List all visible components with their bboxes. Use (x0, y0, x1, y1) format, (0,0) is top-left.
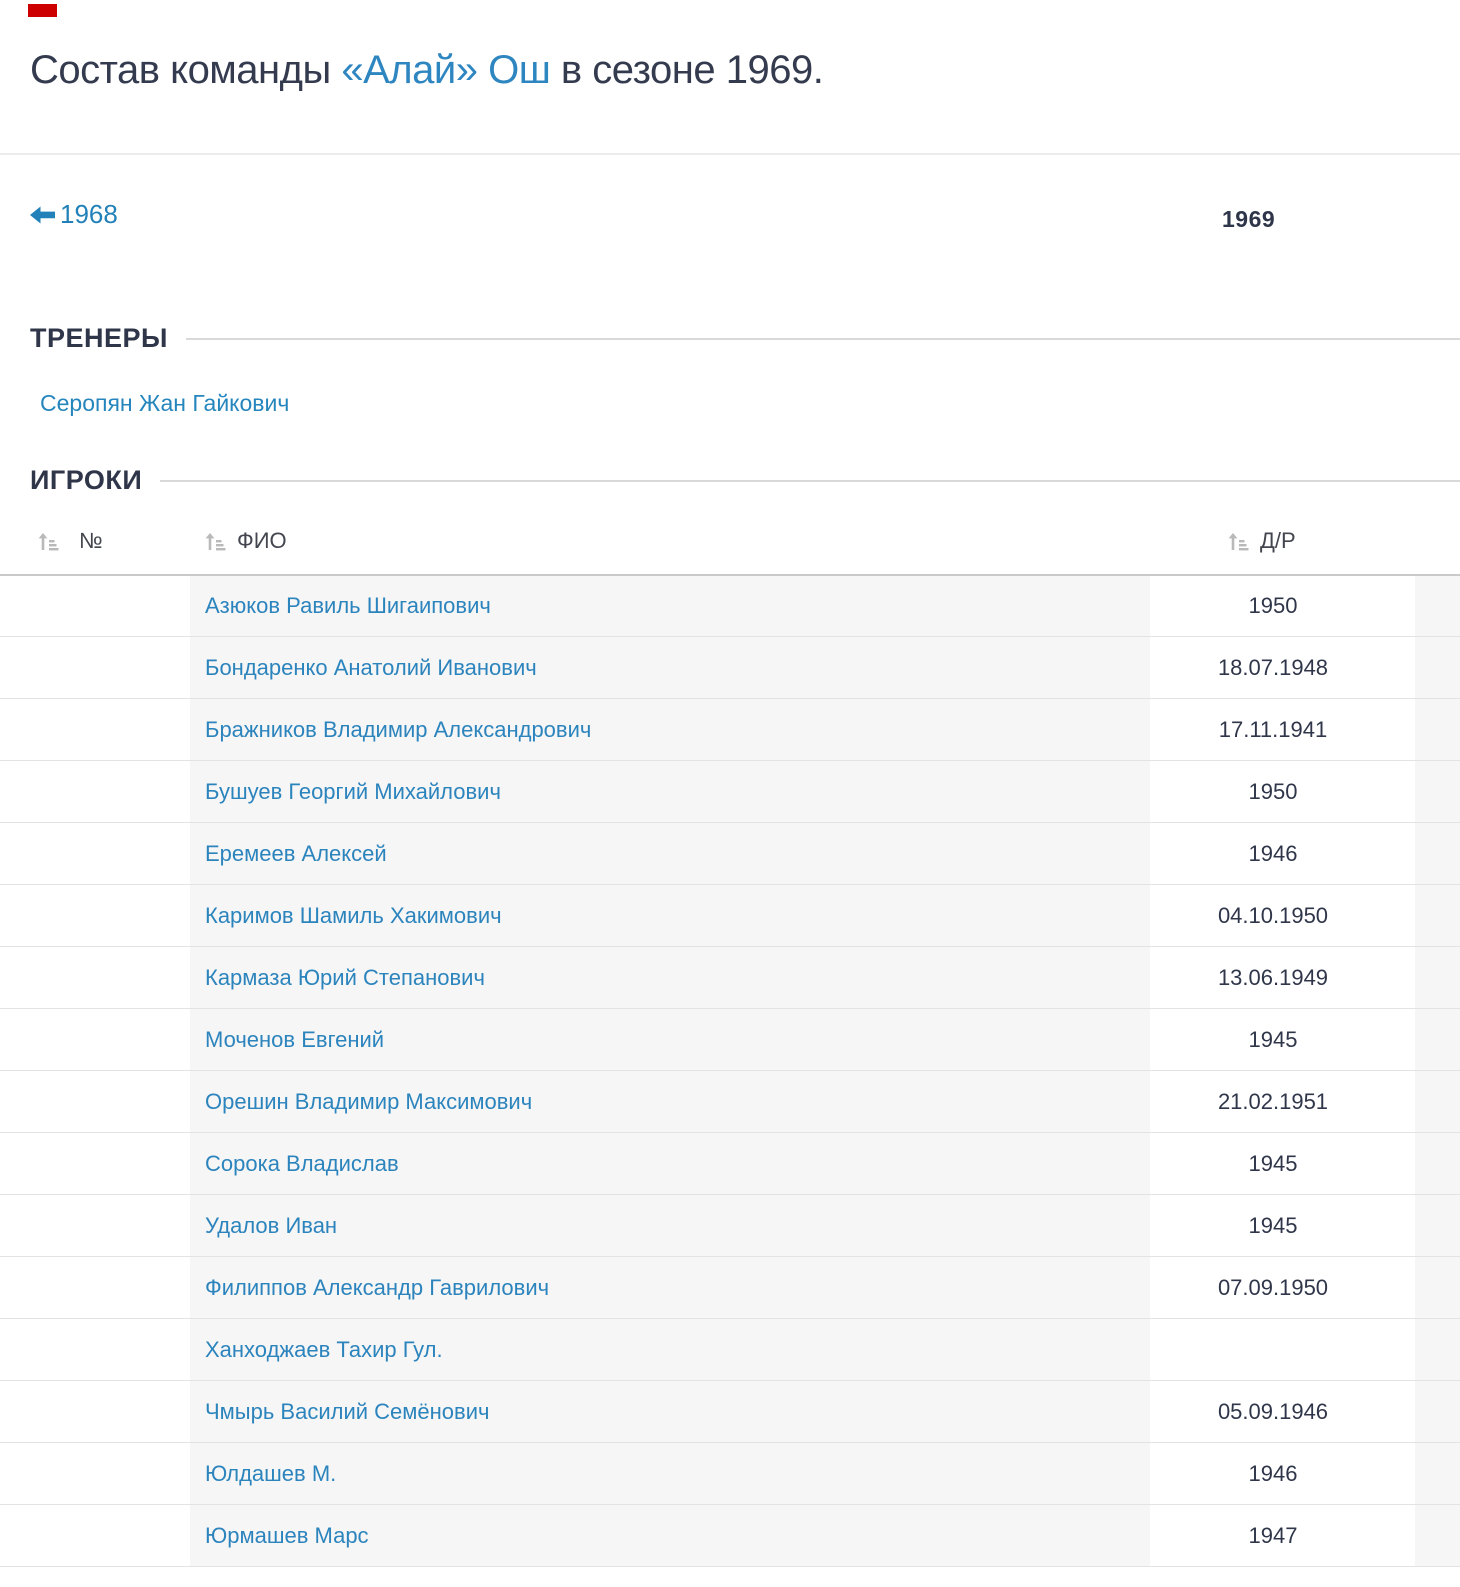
player-name-cell (190, 823, 1150, 885)
row-filler-cell (1415, 823, 1460, 885)
player-row (0, 1319, 1460, 1381)
player-number-cell (0, 947, 190, 1009)
player-row (0, 1195, 1460, 1257)
player-number-cell (0, 761, 190, 823)
player-name-link[interactable]: Юлдашев М. (205, 1460, 337, 1486)
player-name-link[interactable]: Еремеев Алексей (205, 840, 387, 866)
player-dob-cell: 21.02.1951 (1150, 1071, 1415, 1133)
row-filler-cell (1415, 1443, 1460, 1505)
player-number-cell (0, 1195, 190, 1257)
player-name-cell (190, 1257, 1150, 1319)
player-row (0, 1071, 1460, 1133)
player-number-cell (0, 885, 190, 947)
player-name-link[interactable]: Каримов Шамиль Хакимович (205, 902, 502, 928)
section-title-coaches (30, 323, 1460, 354)
player-number-cell (0, 1319, 190, 1381)
player-dob-cell: 04.10.1950 (1150, 885, 1415, 947)
coach-link[interactable]: Серопян Жан Гайкович (40, 390, 290, 416)
player-name-cell (190, 1009, 1150, 1071)
player-name-link[interactable]: Бушуев Георгий Михайлович (205, 778, 501, 804)
season-nav (0, 199, 1460, 237)
player-name-link[interactable]: Чмырь Василий Семёнович (205, 1398, 490, 1424)
player-number-cell (0, 1133, 190, 1195)
row-filler-cell (1415, 885, 1460, 947)
player-row (0, 823, 1460, 885)
section-rule (160, 480, 1460, 482)
row-filler-cell (1415, 1195, 1460, 1257)
prev-year-label: 1968 (60, 199, 118, 229)
player-number-cell (0, 1443, 190, 1505)
player-row (0, 1381, 1460, 1443)
section-title-players (30, 465, 1460, 496)
player-name-link[interactable]: Орешин Владимир Максимович (205, 1088, 533, 1114)
title-divider (0, 153, 1460, 155)
player-number-cell (0, 1257, 190, 1319)
player-number-cell (0, 699, 190, 761)
player-number-cell (0, 1381, 190, 1443)
players-tbody (0, 575, 1460, 1567)
player-dob-cell: 1946 (1150, 1443, 1415, 1505)
player-number-cell (0, 575, 190, 637)
sort-amount-up-icon (1228, 531, 1249, 552)
player-name-link[interactable]: Бражников Владимир Александрович (205, 716, 592, 742)
column-header-filler (1415, 522, 1460, 575)
player-row (0, 761, 1460, 823)
row-filler-cell (1415, 761, 1460, 823)
player-number-cell (0, 1505, 190, 1567)
player-name-cell (190, 947, 1150, 1009)
player-number-cell (0, 1009, 190, 1071)
player-row (0, 1009, 1460, 1071)
player-dob-cell: 1945 (1150, 1195, 1415, 1257)
player-dob-cell: 18.07.1948 (1150, 637, 1415, 699)
player-dob-cell: 1945 (1150, 1009, 1415, 1071)
player-name-cell (190, 885, 1150, 947)
row-filler-cell (1415, 1071, 1460, 1133)
row-filler-cell (1415, 1319, 1460, 1381)
left-arrow-icon (30, 206, 55, 224)
page-title-suffix: в сезоне 1969. (550, 48, 824, 92)
player-row (0, 885, 1460, 947)
player-name-cell (190, 1505, 1150, 1567)
dob-header-label: Д/Р (1260, 528, 1296, 553)
row-filler-cell (1415, 947, 1460, 1009)
row-filler-cell (1415, 637, 1460, 699)
player-row (0, 947, 1460, 1009)
team-link[interactable]: «Алай» Ош (341, 48, 551, 92)
player-name-link[interactable]: Азюков Равиль Шигаипович (205, 592, 491, 618)
player-name-cell (190, 1071, 1150, 1133)
player-dob-cell: 1950 (1150, 575, 1415, 637)
sort-amount-up-icon (205, 531, 226, 552)
player-number-cell (0, 1071, 190, 1133)
row-filler-cell (1415, 699, 1460, 761)
player-row (0, 1505, 1460, 1567)
player-name-cell (190, 1381, 1150, 1443)
players-section-label: ИГРОКИ (30, 465, 143, 495)
player-dob-cell: 1950 (1150, 761, 1415, 823)
prev-year-link[interactable] (30, 199, 118, 230)
red-marker (28, 4, 57, 17)
row-filler-cell (1415, 1133, 1460, 1195)
player-row (0, 575, 1460, 637)
player-row (0, 699, 1460, 761)
row-filler-cell (1415, 1009, 1460, 1071)
player-name-cell (190, 1195, 1150, 1257)
player-name-cell (190, 637, 1150, 699)
player-number-cell (0, 637, 190, 699)
row-filler-cell (1415, 1381, 1460, 1443)
player-name-cell (190, 761, 1150, 823)
row-filler-cell (1415, 575, 1460, 637)
player-dob-cell: 13.06.1949 (1150, 947, 1415, 1009)
column-header-name[interactable] (190, 522, 1150, 575)
row-filler-cell (1415, 1505, 1460, 1567)
player-name-link[interactable]: Бондаренко Анатолий Иванович (205, 654, 537, 680)
player-name-link[interactable]: Удалов Иван (205, 1212, 338, 1238)
column-header-dob[interactable] (1150, 522, 1415, 575)
player-name-link[interactable]: Филиппов Александр Гаврилович (205, 1274, 550, 1300)
player-name-cell (190, 1133, 1150, 1195)
number-header-label: № (79, 528, 103, 553)
player-name-link[interactable]: Сорока Владислав (205, 1150, 399, 1176)
row-filler-cell (1415, 1257, 1460, 1319)
player-row (0, 1257, 1460, 1319)
player-dob-cell: 17.11.1941 (1150, 699, 1415, 761)
player-name-link[interactable]: Ханходжаев Тахир Гул. (205, 1336, 443, 1362)
coach-row (40, 390, 1460, 417)
current-year-label: 1969 (1222, 206, 1276, 232)
player-name-cell (190, 1319, 1150, 1381)
player-name-link[interactable]: Юрмашев Марс (205, 1522, 369, 1548)
player-dob-cell: 1947 (1150, 1505, 1415, 1567)
section-rule (186, 338, 1460, 340)
player-dob-cell (1150, 1319, 1415, 1381)
player-name-cell (190, 699, 1150, 761)
player-name-cell (190, 1443, 1150, 1505)
column-header-number[interactable] (0, 522, 190, 575)
page-title (0, 0, 1460, 96)
name-header-label: ФИО (237, 528, 287, 553)
player-dob-cell: 1945 (1150, 1133, 1415, 1195)
player-row (0, 1443, 1460, 1505)
player-row (0, 1133, 1460, 1195)
sort-amount-up-icon (38, 531, 59, 552)
page-title-prefix: Состав команды (30, 48, 342, 92)
players-table (0, 522, 1460, 1567)
table-header-row (0, 522, 1460, 575)
player-row (0, 637, 1460, 699)
player-dob-cell: 1946 (1150, 823, 1415, 885)
player-dob-cell: 07.09.1950 (1150, 1257, 1415, 1319)
coaches-section-label: ТРЕНЕРЫ (30, 323, 168, 353)
player-name-link[interactable]: Кармаза Юрий Степанович (205, 964, 485, 990)
player-name-link[interactable]: Моченов Евгений (205, 1026, 385, 1052)
player-dob-cell: 05.09.1946 (1150, 1381, 1415, 1443)
player-number-cell (0, 823, 190, 885)
player-name-cell (190, 575, 1150, 637)
